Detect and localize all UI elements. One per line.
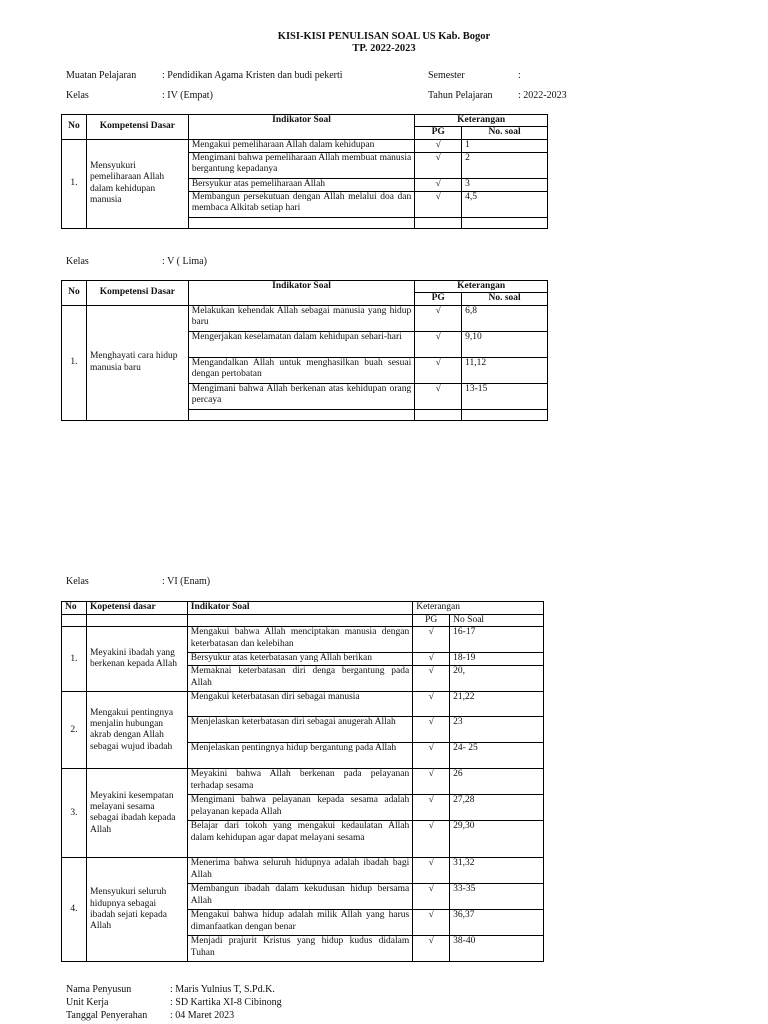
empty-cell [62,615,87,627]
pg-check: √ [415,139,462,152]
tahun-label: Tahun Pelajaran [428,90,493,101]
pg-check: √ [415,178,462,191]
header-no-soal: No Soal [450,615,544,627]
no-soal-cell: 6,8 [462,305,548,331]
document-title: KISI-KISI PENULISAN SOAL US Kab. Bogor [277,31,491,42]
no-soal-cell: 29,30 [450,821,544,858]
pg-check: √ [413,666,450,692]
empty-cell [188,217,414,228]
empty-cell [415,217,462,228]
pg-check: √ [413,627,450,653]
tanggal-value: : 04 Maret 2023 [170,1010,235,1021]
header-keterangan: Keterangan [415,281,548,293]
no-soal-cell: 3 [462,178,548,191]
pg-check: √ [413,653,450,666]
kelas-value: : IV (Empat) [162,90,213,101]
header-no: No [62,115,87,140]
no-soal-cell: 1 [462,139,548,152]
semester-value: : [518,70,521,81]
row-number: 1. [62,627,87,692]
no-soal-cell: 36,37 [450,910,544,936]
pg-check: √ [413,821,450,858]
kompetensi-cell: Menghayati cara hidup manusia baru [86,305,188,420]
footer-nama [66,984,275,996]
indikator-cell: Membangun ibadah dalam kekudusan hidup bersama Allah [187,884,412,910]
pg-check: √ [413,769,450,795]
header-kompetensi: Kompetensi Dasar [86,281,188,306]
kisi-table-kelas-5 [61,280,548,421]
indikator-cell: Mengandalkan Allah untuk menghasilkan buah sesuai dengan pertobatan [188,357,414,383]
no-soal-cell: 9,10 [462,331,548,357]
indikator-cell: Mengakui keterbatasan diri sebagai manusia [187,692,412,717]
no-soal-cell: 24- 25 [450,743,544,769]
indikator-cell: Mengakui bahwa hidup adalah milik Allah yang harus dimanfaatkan dengan benar [187,910,412,936]
muatan-label: Muatan Pelajaran [66,70,137,81]
indikator-cell: Menjadi prajurit Kristus yang hidup kudus didalam Tuhan [187,936,412,962]
empty-cell [415,409,462,420]
row-number: 1. [62,139,87,228]
row-number: 4. [62,858,87,962]
header-no-soal: No. soal [462,127,548,139]
header-no-soal: No. soal [462,293,548,305]
empty-cell [462,217,548,228]
indikator-cell: Belajar dari tokoh yang mengakui kedaulatan Allah dalam kehidupan agar dapat melayani sesama [187,821,412,858]
kelas5-label: Kelas [66,256,89,267]
kisi-table-kelas-4 [61,114,548,229]
indikator-cell: Mengimani bahwa pelayanan kepada sesama adalah pelayanan kepada Allah [187,795,412,821]
row-number: 3. [62,769,87,858]
indikator-cell: Mengerjakan keselamatan dalam kehidupan sehari-hari [188,331,414,357]
kelas6-label: Kelas [66,576,89,587]
indikator-cell: Meyakini bahwa Allah berkenan pada pelayanan terhadap sesama [187,769,412,795]
pg-check: √ [413,795,450,821]
indikator-cell: Mengimani bahwa pemeliharaan Allah membuat manusia bergantung kepadanya [188,152,414,178]
no-soal-cell: 20, [450,666,544,692]
kelas5-value: : V ( Lima) [162,256,207,267]
indikator-cell: Mengimani bahwa Allah berkenan atas kehidupan orang percaya [188,383,414,409]
row-number: 1. [62,305,87,420]
empty-cell [188,409,414,420]
pg-check: √ [415,331,462,357]
no-soal-cell: 2 [462,152,548,178]
indikator-cell: Bersyukur atas pemeliharaan Allah [188,178,414,191]
pg-check: √ [415,357,462,383]
no-soal-cell: 26 [450,769,544,795]
kompetensi-cell: Mengakui pentingnya menjalin hubungan akrab dengan Allah sebagai wujud ibadah [86,692,187,769]
pg-check: √ [413,692,450,717]
tanggal-label: Tanggal Penyerahan [66,1010,148,1021]
pg-check: √ [413,717,450,743]
kompetensi-cell: Meyakini ibadah yang berkenan kepada Allah [86,627,187,692]
indikator-cell: Mengakui pemeliharaan Allah dalam kehidupan [188,139,414,152]
kisi-table-kelas-6 [61,601,544,962]
footer-tanggal [66,1010,234,1022]
no-soal-cell: 38-40 [450,936,544,962]
header-pg: PG [415,293,462,305]
indikator-cell: Menjelaskan pentingnya hidup bergantung pada Allah [187,743,412,769]
pg-check: √ [415,383,462,409]
tahun-value: : 2022-2023 [518,90,567,101]
no-soal-cell: 23 [450,717,544,743]
header-keterangan: Keterangan [415,115,548,127]
indikator-cell: Memaknai keterbatasan diri denga bergantung pada Allah [187,666,412,692]
kompetensi-cell: Mensyukuri seluruh hidupnya sebagai ibadah sejati kepada Allah [86,858,187,962]
pg-check: √ [413,884,450,910]
row-number: 2. [62,692,87,769]
muatan-value: : Pendidikan Agama Kristen dan budi pekerti [162,70,343,81]
indikator-cell: Menerima bahwa seluruh hidupnya adalah ibadah bagi Allah [187,858,412,884]
no-soal-cell: 33-35 [450,884,544,910]
no-soal-cell: 27,28 [450,795,544,821]
header-no: No [62,602,87,615]
empty-cell [462,409,548,420]
no-soal-cell: 4,5 [462,191,548,217]
kompetensi-cell: Mensyukuri pemeliharaan Allah dalam kehidupan manusia [86,139,188,228]
no-soal-cell: 18-19 [450,653,544,666]
no-soal-cell: 16-17 [450,627,544,653]
pg-check: √ [413,858,450,884]
header-pg: PG [413,615,450,627]
indikator-cell: Bersyukur atas keterbatasan yang Allah berikan [187,653,412,666]
header-no: No [62,281,87,306]
pg-check: √ [413,936,450,962]
pg-check: √ [415,191,462,217]
pg-check: √ [415,152,462,178]
footer-unit [66,997,282,1009]
nama-value: : Maris Yulnius T, S.Pd.K. [170,984,275,995]
document-subtitle: TP. 2022-2023 [352,43,416,54]
indikator-cell: Membangun persekutuan dengan Allah melalui doa dan membaca Alkitab setiap hari [188,191,414,217]
header-kompetensi: Kopetensi dasar [86,602,187,615]
unit-label: Unit Kerja [66,997,109,1008]
kelas-label: Kelas [66,90,89,101]
kelas6-value: : VI (Enam) [162,576,211,587]
header-kompetensi: Kompetensi Dasar [86,115,188,140]
no-soal-cell: 13-15 [462,383,548,409]
semester-label: Semester [428,70,465,81]
kompetensi-cell: Meyakini kesempatan melayani sesama sebagai ibadah kepada Allah [86,769,187,858]
indikator-cell: Mengakui bahwa Allah menciptakan manusia dengan keterbatasan dan kelebihan [187,627,412,653]
empty-cell [187,615,412,627]
header-indikator: Indikator Soal [187,602,412,615]
header-indikator: Indikator Soal [188,281,414,306]
no-soal-cell: 31,32 [450,858,544,884]
pg-check: √ [413,743,450,769]
header-indikator: Indikator Soal [188,115,414,140]
no-soal-cell: 11,12 [462,357,548,383]
indikator-cell: Melakukan kehendak Allah sebagai manusia yang hidup baru [188,305,414,331]
empty-cell [86,615,187,627]
header-keterangan: Keterangan [413,602,544,615]
nama-label: Nama Penyusun [66,984,132,995]
pg-check: √ [413,910,450,936]
indikator-cell: Menjelaskan keterbatasan diri sebagai anugerah Allah [187,717,412,743]
no-soal-cell: 21,22 [450,692,544,717]
header-pg: PG [415,127,462,139]
pg-check: √ [415,305,462,331]
unit-value: : SD Kartika XI-8 Cibinong [170,997,282,1008]
